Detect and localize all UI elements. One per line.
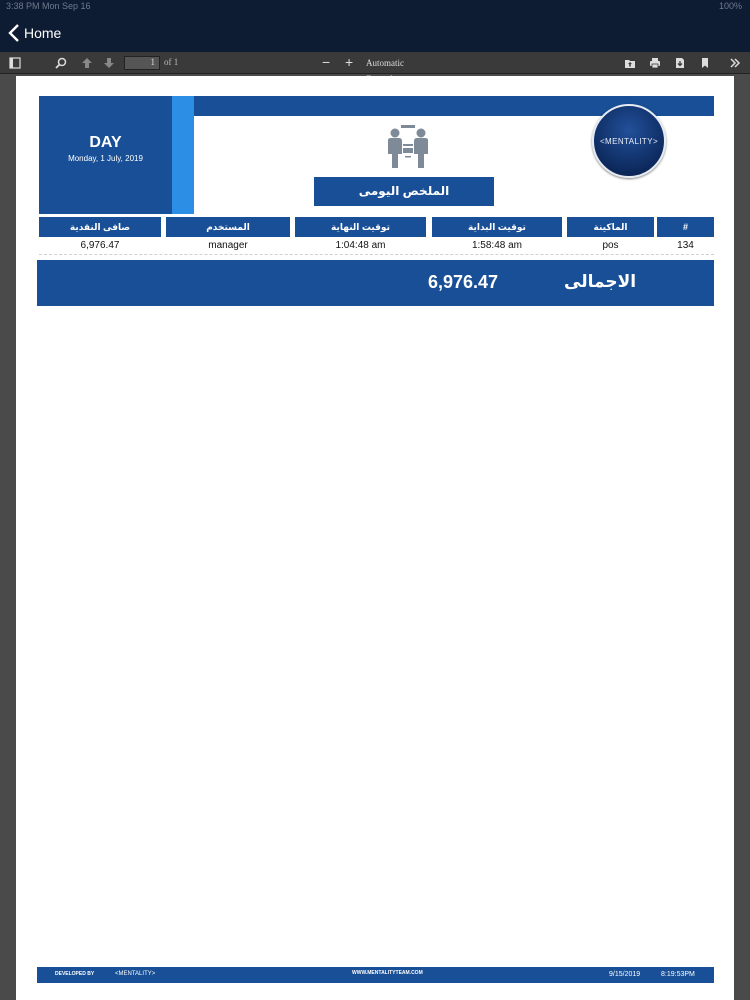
cell-end-time: 1:04:48 am <box>335 240 386 251</box>
zoom-select[interactable] <box>364 55 434 71</box>
footer-developed-by: DEVELOPED BY <box>55 971 95 977</box>
status-bar <box>0 0 750 14</box>
column-header-user: المستخدم <box>166 217 290 237</box>
column-header-end-time: توقيت النهاية <box>295 217 426 237</box>
more-tools-icon[interactable] <box>727 55 743 71</box>
company-logo: <MENTALITY> <box>592 104 666 178</box>
page-count: of 1 <box>164 57 179 67</box>
back-button[interactable] <box>8 22 61 44</box>
footer-website: WWW.MENTALITYTEAM.COM <box>352 970 423 976</box>
cell-number: 134 <box>677 240 694 251</box>
cell-user: manager <box>208 240 248 251</box>
period-label: DAY <box>89 134 122 151</box>
column-header-net-cash: صافى النقدية <box>39 217 161 237</box>
zoom-out-button[interactable]: − <box>322 54 331 70</box>
nav-bar <box>0 14 750 52</box>
report-footer <box>37 967 714 983</box>
cell-machine: pos <box>602 240 619 251</box>
page-number-input[interactable]: 1 <box>124 56 160 70</box>
total-band <box>37 260 714 306</box>
download-icon[interactable] <box>672 55 688 71</box>
zoom-in-button[interactable]: + <box>345 54 354 70</box>
previous-page-icon[interactable] <box>79 55 95 71</box>
column-header-start-time: توقيت البداية <box>432 217 562 237</box>
column-header-machine: الماكينة <box>567 217 654 237</box>
print-icon[interactable] <box>647 55 663 71</box>
bookmark-icon[interactable] <box>697 55 713 71</box>
column-header-number: # <box>657 217 714 237</box>
sidebar-toggle-icon[interactable] <box>7 55 23 71</box>
meeting-people-icon <box>386 124 430 170</box>
total-value: 6,976.47 <box>428 272 499 292</box>
open-file-icon[interactable] <box>622 55 638 71</box>
zoom-select-label: Automatic <box>366 58 404 68</box>
total-label: الاجمالى <box>564 272 637 291</box>
pdf-toolbar <box>0 52 750 74</box>
chevron-left-icon <box>8 24 20 42</box>
header-accent-bar <box>172 96 194 214</box>
footer-print-date: 9/15/2019 <box>609 971 641 978</box>
report-date: Monday, 1 July, 2019 <box>68 154 143 163</box>
report-title: الملخص اليومى <box>314 177 494 206</box>
status-time: 3:38 PM Mon Sep 16 <box>6 1 91 11</box>
battery-level: 100% <box>718 1 742 11</box>
cell-net-cash: 6,976.47 <box>80 240 120 251</box>
back-label: Home <box>24 25 62 41</box>
pdf-page <box>16 76 734 1000</box>
footer-brand: <MENTALITY> <box>115 971 156 977</box>
footer-print-time: 8:19:53PM <box>661 971 695 978</box>
cell-start-time: 1:58:48 am <box>471 240 523 251</box>
period-block <box>39 96 172 214</box>
search-icon[interactable] <box>53 55 69 71</box>
next-page-icon[interactable] <box>101 55 117 71</box>
row-divider <box>39 254 714 255</box>
